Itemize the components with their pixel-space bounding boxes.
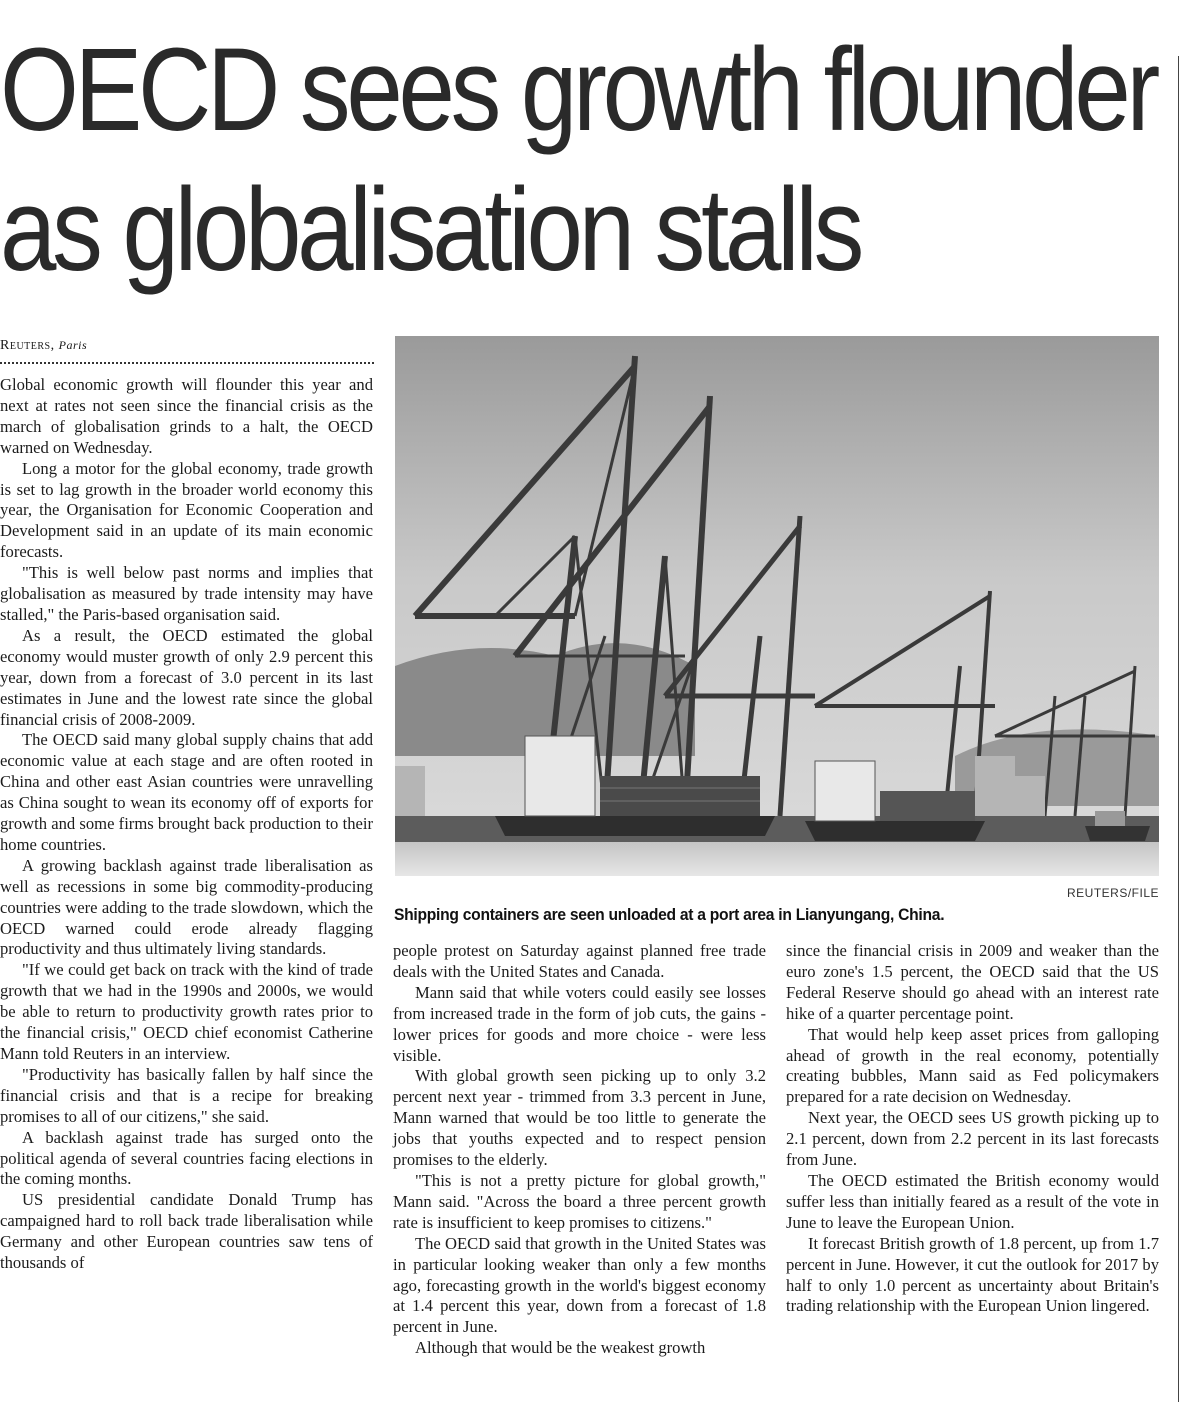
byline <box>0 338 87 354</box>
paragraph: It forecast British growth of 1.8 percent, up from 1.7 percent in June. However, it cut the outlook for 2017 by half to only 1.0 percent as uncertainty about Britain's trading relationship with the European Union lingered. <box>786 1233 1159 1316</box>
paragraph: "If we could get back on track with the kind of trade growth that we had in the 1990s and 2000s, we would be able to return to productivity growth rates prior to the financial crisis," OECD chief economist Catherine Mann told Reuters in an interview. <box>0 960 373 1063</box>
dotted-divider <box>0 362 374 364</box>
paragraph: Long a motor for the global economy, trade growth is set to lag growth in the broader world economy this year, the Organisation for Economic Cooperation and Development said in an update of its main economic forecasts. <box>0 458 373 562</box>
photo-caption: Shipping containers are seen unloaded at a port area in Lianyungang, China. <box>394 905 945 924</box>
headline-line-1: OECD sees growth flounder <box>0 24 1156 156</box>
paragraph: "Productivity has basically fallen by half since the financial crisis and that is a recipe for breaking promises to all of our citizens," she said. <box>0 1064 373 1126</box>
paragraph: A backlash against trade has surged onto the political agenda of several countries facing elections in the coming months. <box>0 1127 373 1189</box>
article-column-3 <box>786 941 1159 1317</box>
column-rule <box>1178 56 1179 1402</box>
paragraph: "This is not a pretty picture for global growth," Mann said. "Across the board a three percent growth rate is insufficient to keep promises to citizens." <box>393 1170 766 1232</box>
paragraph: US presidential candidate Donald Trump has campaigned hard to roll back trade liberalisation while Germany and other European countries saw tens of thousands of <box>0 1190 373 1273</box>
paragraph: Although that would be the weakest growth <box>415 1338 706 1358</box>
byline-location: Paris <box>58 338 88 352</box>
article-column-2 <box>393 941 766 1359</box>
article-column-1 <box>0 375 373 1274</box>
paragraph: Global economic growth will flounder this year and next at rates not seen since the financial crisis as the march of globalisation grinds to a halt, the OECD warned on Wednesday. <box>0 375 373 457</box>
paragraph: A growing backlash against trade liberalisation as well as recessions in some big commodity-producing countries were adding to the trade slowdown, which the OECD warned could erode already flagging productivity and thus ultimately living standards. <box>0 855 373 959</box>
paragraph: since the financial crisis in 2009 and weaker than the euro zone's 1.5 percent, the OECD said that the US Federal Reserve should go ahead with an interest rate hike of a quarter percentage point. <box>786 941 1159 1023</box>
paragraph: That would help keep asset prices from galloping ahead of growth in the real economy, potentially creating bubbles, Mann said as Fed policymakers prepared for a rate decision on Wednesday. <box>786 1024 1159 1107</box>
paragraph: As a result, the OECD estimated the global economy would muster growth of only 2.9 percent this year, down from a forecast of 3.0 percent in its last estimates in June and the lowest rate since the global financial crisis of 2008-2009. <box>0 625 373 729</box>
photo-credit: REUTERS/FILE <box>1066 886 1159 900</box>
headline-line-2: as globalisation stalls <box>0 164 861 296</box>
paragraph: Mann said that while voters could easily see losses from increased trade in the form of job cuts, the gains - lower prices for goods and more choice - were less visible. <box>393 982 766 1065</box>
paragraph: The OECD estimated the British economy would suffer less than initially feared as a result of the vote in June to leave the European Union. <box>786 1170 1159 1232</box>
port-cranes-photo <box>395 336 1159 876</box>
byline-agency: Reuters, <box>0 338 55 353</box>
paragraph: Next year, the OECD sees US growth picking up to 2.1 percent, down from 2.2 percent in its last forecasts from June. <box>786 1108 1159 1170</box>
paragraph: "This is well below past norms and implies that globalisation as measured by trade intensity may have stalled," the Paris-based organisation said. <box>0 563 373 624</box>
paragraph: people protest on Saturday against planned free trade deals with the United States and Canada. <box>393 941 766 981</box>
paragraph: With global growth seen picking up to only 3.2 percent next year - trimmed from 3.3 percent in June, Mann warned that would be too little to generate the jobs that youths expected and to respect pension promises to the elderly. <box>393 1066 766 1170</box>
paragraph: The OECD said that growth in the United States was in particular looking weaker than only a few months ago, forecasting growth in the world's biggest economy at 1.4 percent this year, down from a forecast of 1.8 percent in June. <box>393 1233 766 1337</box>
paragraph: The OECD said many global supply chains that add economic value at each stage and are often rooted in China and other east Asian countries were unravelling as China sought to wean its economy off of exports for growth and some firms brought back production to their home countries. <box>0 730 373 854</box>
headline <box>0 20 1156 300</box>
